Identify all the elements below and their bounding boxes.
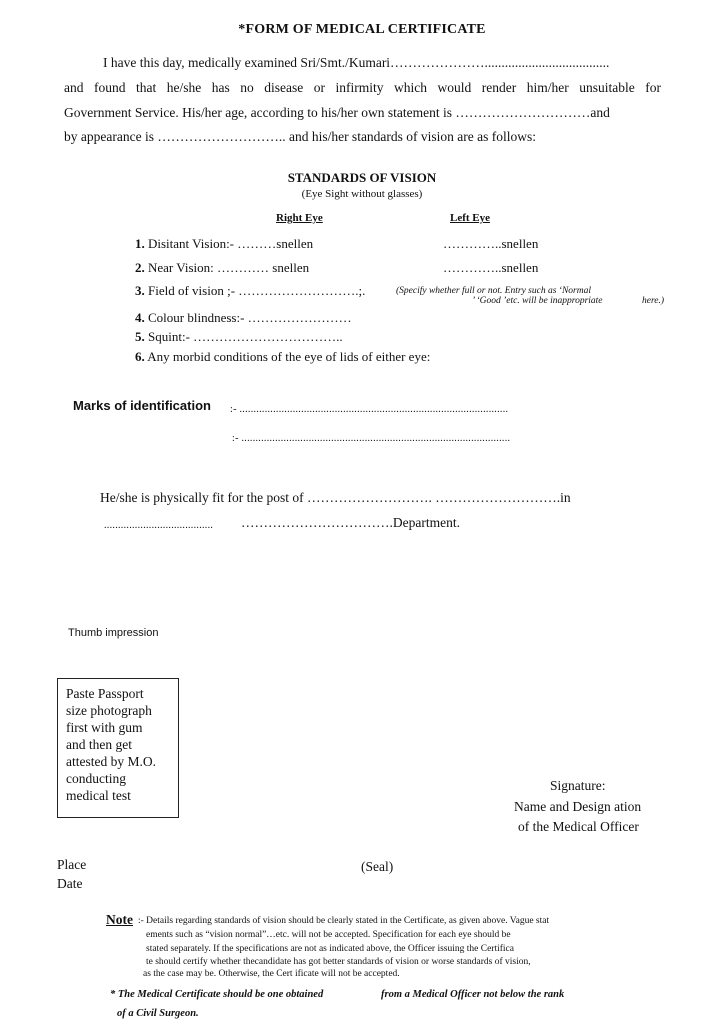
vision-item-number: 1. — [135, 236, 145, 251]
vision-item-2-left-eye: …………..snellen — [443, 260, 539, 275]
note-line-5: as the case may be. Otherwise, the Cert ificate will not be accepted. — [143, 969, 400, 979]
photo-box-line: size photograph — [66, 703, 152, 718]
vision-subheading: (Eye Sight without glasses) — [301, 188, 423, 200]
vision-item-number: 4. — [135, 310, 145, 325]
passport-photo-box — [57, 678, 179, 818]
fitness-line-1: He/she is physically fit for the post of ………………………. ……………………….in — [100, 490, 571, 505]
photo-box-line: medical test — [66, 788, 131, 803]
vision-item-number: 3. — [135, 283, 145, 298]
name-and-designation-label: Name and Design ation — [514, 799, 642, 814]
fitness-line-2-department: …………………………….Department. — [241, 515, 460, 530]
vision-item-number: 2. — [135, 260, 145, 275]
vision-item-3 — [135, 283, 365, 299]
vision-item-number: 5. — [135, 329, 145, 344]
intro-line-2: and found that he/she has no disease or infirmity which would render him/her unsuitable for — [64, 80, 661, 95]
photo-box-line: first with gum — [66, 720, 143, 735]
vision-item-label: Field of vision ;- ……………………….;. — [148, 283, 366, 298]
footer-line-1b: from a Medical Officer not below the rank — [381, 989, 565, 1000]
marks-line-2: :- ................................................................................................ — [232, 433, 511, 444]
intro-line-4: by appearance is ……………………….. and his/her standards of vision are as follows: — [64, 129, 537, 144]
vision-item-label: Near Vision: ………… snellen — [148, 260, 310, 275]
document-title: *FORM OF MEDICAL CERTIFICATE — [238, 22, 486, 37]
left-eye-label: Left Eye — [450, 212, 491, 224]
vision-item-5 — [135, 329, 343, 345]
vision-heading: STANDARDS OF VISION — [287, 170, 437, 185]
footer-line-2: of a Civil Surgeon. — [117, 1008, 199, 1019]
note-line-2: ements such as “vision normal”…etc. will not be accepted. Specification for each eye should be — [146, 930, 511, 940]
photo-box-line: Paste Passport — [66, 686, 144, 701]
vision-item-label: Colour blindness:- …………………… — [148, 310, 352, 325]
right-eye-label: Right Eye — [276, 212, 323, 224]
place-label: Place — [57, 857, 87, 872]
specify-note-line-2: ’ ‘Good ’etc. will be inappropriate — [472, 296, 603, 306]
seal-label: (Seal) — [361, 859, 394, 874]
intro-line-3: Government Service. His/her age, according to his/her own statement is …………………………and — [64, 105, 610, 120]
marks-line-1: :- ................................................................................................ — [230, 404, 509, 415]
medical-officer-label: of the Medical Officer — [518, 819, 639, 834]
footer-line-1a: * The Medical Certificate should be one obtained — [110, 989, 324, 1000]
signature-label: Signature: — [550, 778, 606, 793]
vision-item-label: Disitant Vision:- ………snellen — [148, 236, 314, 251]
vision-item-1-left-eye: …………..snellen — [443, 236, 539, 251]
note-line-4: te should certify whether thecandidate has got better standards of vision or worse standards of vision, — [146, 957, 531, 967]
thumb-impression-label: Thumb impression — [68, 627, 159, 639]
specify-note-line-1: (Specify whether full or not. Entry such as ‘Normal — [396, 286, 591, 296]
intro-line-1: I have this day, medically examined Sri/Smt./Kumari…………………..................................... — [103, 55, 610, 70]
vision-item-label: Any morbid conditions of the eye of lids of either eye: — [147, 349, 431, 364]
photo-box-line: attested by M.O. — [66, 754, 156, 769]
specify-note-line-3: here.) — [642, 296, 665, 306]
vision-item-label: Squint:- …………………………….. — [148, 329, 343, 344]
note-line-3: stated separately. If the specifications are not as indicated above, the Officer issuing the Certifica — [146, 944, 514, 954]
vision-item-number: 6. — [135, 349, 145, 364]
vision-item-6 — [135, 349, 430, 365]
vision-item-1 — [135, 236, 313, 252]
date-label: Date — [57, 876, 83, 891]
vision-item-4 — [135, 310, 352, 326]
note-line-1: :- Details regarding standards of vision should be clearly stated in the Certificate, as given above. Vague stat — [138, 916, 550, 926]
photo-box-line: and then get — [66, 737, 132, 752]
photo-box-line: conducting — [66, 771, 126, 786]
vision-item-2 — [135, 260, 309, 276]
note-label: Note — [106, 912, 133, 927]
marks-of-identification-label: Marks of identification — [73, 398, 211, 413]
fitness-line-2-dots: ....................................... — [104, 520, 214, 531]
